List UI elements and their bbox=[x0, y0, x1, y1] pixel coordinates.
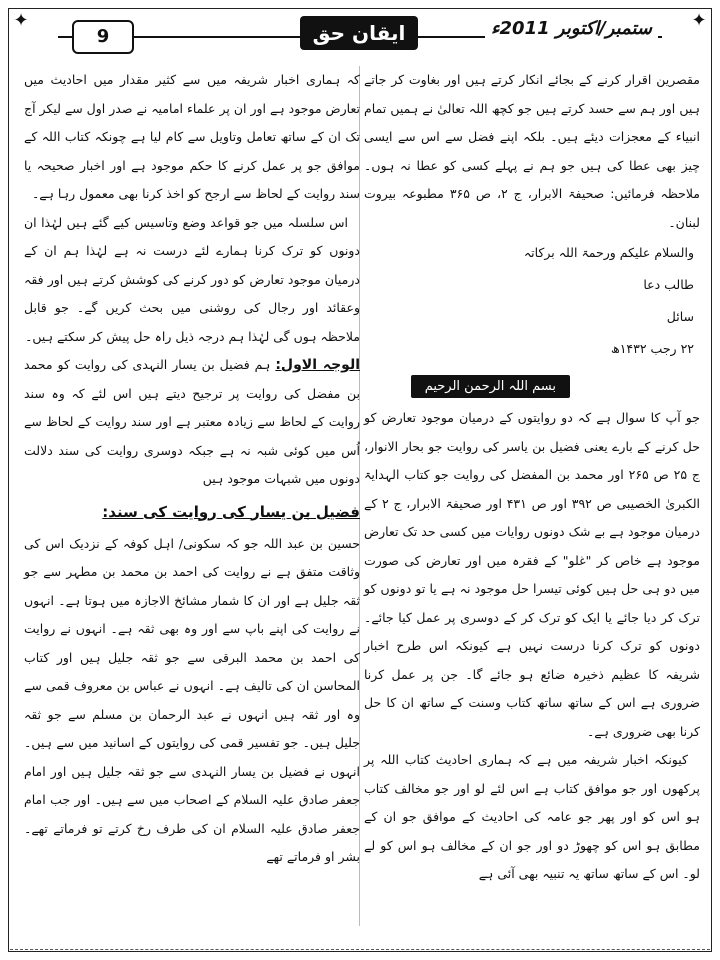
issue-date: ستمبر/اکتوبر 2011ء bbox=[485, 18, 658, 39]
page-number: 9 bbox=[72, 20, 134, 54]
signoff-line: طالب دعا bbox=[643, 277, 694, 292]
first-solution-text: ہم فضیل بن یسار النہدی کی روایت کو محمد بن مفضل کی روایت پر ترجیح دیتے ہیں اس لئے کہ وہ سند روایت کے لحاظ سے زیادہ معتبر ہے اور سند روایت کے لحاظ سے اُس میں کوئی شبہ نہ ہے جبکہ دوسری روایت کی سند دلالت دونوں میں شبہات موجود ہیں bbox=[24, 357, 360, 486]
signoff-date: ۲۲ رجب ۱۴۳۲ھ bbox=[610, 341, 694, 356]
body-paragraph: کہ ہماری اخبار شریفہ میں سے کثیر مقدار میں احادیث میں تعارض موجود ہے اور ان پر علماء امامیہ نے صدر اول سے لیکر آج تک ان کے ساتھ تعامل وتاویل سے کام لیا ہے چونکہ کتاب اللہ کے موافق جو پر عمل کرنے کا حکم موجود ہے اور اخبار صحیحہ یا سند روایت کے لحاظ سے ارجح کو اخذ کرنا بھی معمول رہا ہے۔ bbox=[24, 72, 360, 201]
page-header bbox=[18, 14, 702, 58]
masthead-logo: ایقان حق bbox=[300, 16, 418, 50]
body-paragraph: مقصرین اقرار کرنے کے بجائے انکار کرتے ہیں اور بغاوت کر جاتے ہیں اور ہم سے حسد کرتے ہیں جو کچھ اللہ تعالیٰ نے ہمیں تمام انبیاء کے معجزات دیئے ہیں۔ بلکہ اپنے فضل سے اس سے ایسی چیز بھی عطا کی ہیں جو ہم نے پہلے کسی کو عطا نہ ہوں۔ ملاحظہ فرمائیں: صحیفۃ الابرار، ج ۲، ص ۳۶۵ مطبوعہ بیروت لبنان۔ bbox=[364, 72, 700, 230]
body-paragraph: جو آپ کا سوال ہے کہ دو روایتوں کے درمیان موجود تعارض کو حل کرنے کے بارے یعنی فضیل بن یاسر کی روایت جو بحار الانوار، ج ۲۵ ص ۲۶۵ اور محمد بن المفضل کی روایت جو کتاب الہدایۃ الکبریٰ الخصیبی ص ۳۹۲ اور ص ۴۳۱ اور صحیفۃ الابرار، ج ۲ کے درمیان موجود ہے بے شک دونوں روایات میں کسی حد تک تعارض موجود ہے خاص کر "غلو" کے فقرہ میں اور تعارض کی صورت میں دو ہی حل ہیں کوئی تیسرا حل موجود نہ ہے یا تو دونوں کو ترک کر دیا جائے یا ایک کو ترک کر کے دوسری پر عمل کیا جائے۔ دونوں کو ترک کرنا درست نہیں ہے کیونکہ اس طرح اخبار شریفہ کا عظیم ذخیرہ ضائع ہو جائے گا۔ جن پر عمل کرنا ضروری ہے اس کے ساتھ ساتھ کتاب وسنت کے ساتھ ان کا حل کرنا بھی ضروری ہے۔ bbox=[364, 410, 701, 739]
bismillah-banner: بسم اللہ الرحمن الرحیم bbox=[411, 375, 570, 398]
signoff-line: والسلام علیکم ورحمۃ اللہ برکاتہ bbox=[523, 245, 694, 260]
footer-rule bbox=[10, 949, 710, 954]
right-column bbox=[364, 66, 700, 926]
corner-ornament-icon: ✦ bbox=[691, 10, 707, 31]
body-paragraph: کیونکہ اخبار شریفہ میں ہے کہ ہماری احادیث کتاب اللہ پر پرکھوں اور جو موافق کتاب ہے اس لئے لو اور جو مخالف کتاب ہو اس کو اور پھر جو عامہ کی احادیث کے موافق جو ان کے مطابق ہو اس کو چھوڑ دو اور جو ان کے مخالف ہو اس کو لے لو۔ اس کے ساتھ ساتھ یہ تنبیہ بھی آئی ہے bbox=[364, 752, 700, 881]
signoff-line: سائل bbox=[666, 309, 694, 324]
body-paragraph: حسین بن عبد اللہ جو کہ سکونی/ اہل کوفہ کے نزدیک اس کی وثاقت متفق ہے نے روایت کی احمد بن محمد بن مطہر سے جو ثقہ جلیل ہے اور ان کا شمار مشائخ الاجازہ میں ہوتا ہے۔ انہوں نے روایت کی اپنے باپ سے اور وہ بھی ثقہ ہے۔ انہوں نے روایت کی احمد بن محمد البرقی سے جو ثقہ جلیل ہیں اور کتاب المحاسن ان کی تالیف ہے۔ انہوں نے عباس بن معروف قمی سے وہ اور ثقہ ہیں انہوں نے عبد الرحمان بن مسلم سے جو ثقہ جلیل ہیں۔ جو تفسیر قمی کی روایتوں کے اسانید میں سے ہیں۔ انہوں نے فضیل بن یسار النہدی سے جو ثقہ جلیل ہیں اور امام جعفر صادق علیہ السلام کے اصحاب میں سے ہیں۔ اور جب امام جعفر صادق علیہ السلام ان کی طرف رخ کرتے تو فرماتے تھے۔ بشر او فرماتے تھے bbox=[24, 535, 360, 864]
corner-ornament-icon: ✦ bbox=[13, 10, 29, 31]
first-solution-label: الوجہ الاول: bbox=[275, 357, 361, 373]
body-paragraph: اس سلسلہ میں جو قواعد وضع وتاسیس کیے گئے ہیں لہٰذا ان دونوں کو ترک کرنا ہمارے لئے درست نہ ہے لہٰذا ہم ان کے درمیان موجود تعارض کو دور کرنے کی کوشش کرتے ہیں اور فقہ وعقائد اور رجال کی روشنی میں بحث کریں گے۔ جو قابل ملاحظہ ہوں گی لہٰذا ہم درجہ ذیل راہ حل پیش کر سکتے ہیں۔ bbox=[24, 214, 360, 344]
left-column bbox=[24, 66, 360, 926]
first-solution-paragraph bbox=[24, 351, 360, 494]
section-heading: فضیل بن یسار کی روایت کی سند: bbox=[102, 502, 360, 521]
